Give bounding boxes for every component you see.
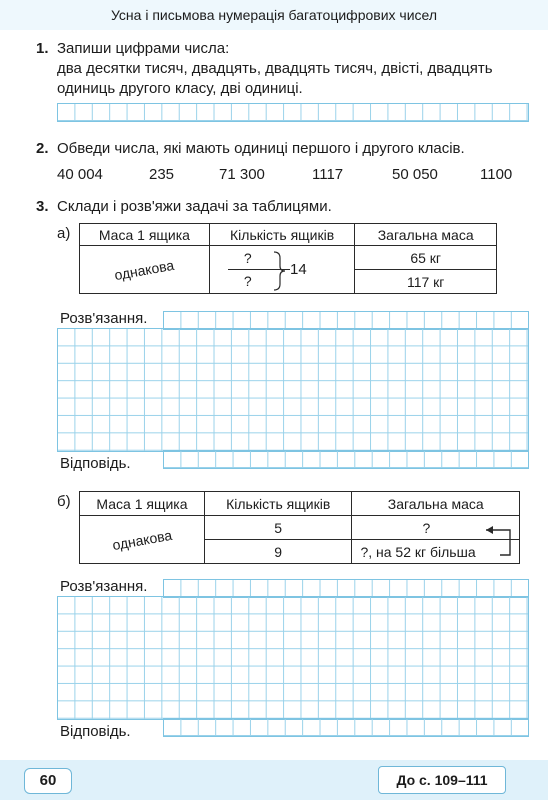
total-cell-1: ? <box>352 516 520 540</box>
page-number: 60 <box>24 768 72 794</box>
number-item[interactable]: 1117 <box>312 166 344 183</box>
part-a-table <box>79 223 497 294</box>
header-count: Кількість ящиків <box>204 492 352 516</box>
count-value-2: ? <box>243 273 252 290</box>
task-3-prompt: Склади і розв'яжи задачі за таблицями. <box>57 198 332 215</box>
answer-label-b: Відповідь. <box>60 723 131 740</box>
answer-label-a: Відповідь. <box>60 455 131 472</box>
part-a-label: а) <box>57 225 71 242</box>
page-reference: До с. 109–111 <box>378 766 506 794</box>
number-item[interactable]: 1100 <box>480 166 513 183</box>
count-cell-2: 9 <box>204 540 352 564</box>
solution-label-b: Розв'язання. <box>60 578 148 595</box>
task-1-answer-grid[interactable] <box>57 103 529 122</box>
mass-value: однакова <box>110 526 174 553</box>
header-mass: Маса 1 ящика <box>80 224 210 246</box>
mass-cell <box>80 246 210 294</box>
header-total: Загальна маса <box>352 492 520 516</box>
page-header-title: Усна і письмова нумерація багатоцифрових чисел <box>110 7 438 23</box>
number-item[interactable]: 71 300 <box>219 166 265 183</box>
page-header <box>0 0 548 30</box>
number-item[interactable]: 50 050 <box>392 166 438 183</box>
number-item[interactable]: 40 004 <box>57 166 103 183</box>
solution-label-a: Розв'язання. <box>60 310 148 327</box>
total-cell-2: 117 кг <box>355 270 497 294</box>
header-mass: Маса 1 ящика <box>80 492 205 516</box>
arrow-left-icon <box>480 522 516 562</box>
task-3-number: 3. <box>36 198 49 215</box>
header-count: Кількість ящиків <box>209 224 355 246</box>
count-value-1: ? <box>243 249 252 266</box>
answer-grid-a[interactable] <box>163 450 529 469</box>
task-1-line-1: два десятки тисяч, двадцять, двадцять тисяч, двісті, двадцять <box>57 60 493 77</box>
part-b-table <box>79 491 520 564</box>
total-cell-2: ?, на 52 кг більша <box>352 540 520 564</box>
number-item[interactable]: 235 <box>149 166 175 183</box>
answer-grid-b[interactable] <box>163 718 529 737</box>
task-1-line-2: одиниць другого класу, дві одиниці. <box>57 80 303 97</box>
task-1-prompt: Запиши цифрами числа: <box>57 40 230 57</box>
header-total: Загальна маса <box>355 224 497 246</box>
solution-grid-a[interactable] <box>57 328 529 452</box>
brace-total: 14 <box>290 261 307 278</box>
task-2-prompt: Обведи числа, які мають одиниці першого і другого класів. <box>57 140 465 157</box>
mass-cell <box>80 516 205 564</box>
count-cell-1: 5 <box>204 516 352 540</box>
task-2-number: 2. <box>36 140 49 157</box>
part-b-label: б) <box>57 493 71 510</box>
task-1-number: 1. <box>36 40 49 57</box>
mass-value: однакова <box>113 256 176 283</box>
solution-grid-b[interactable] <box>57 596 529 720</box>
brace-icon <box>272 250 286 292</box>
total-cell-1: 65 кг <box>355 246 497 270</box>
